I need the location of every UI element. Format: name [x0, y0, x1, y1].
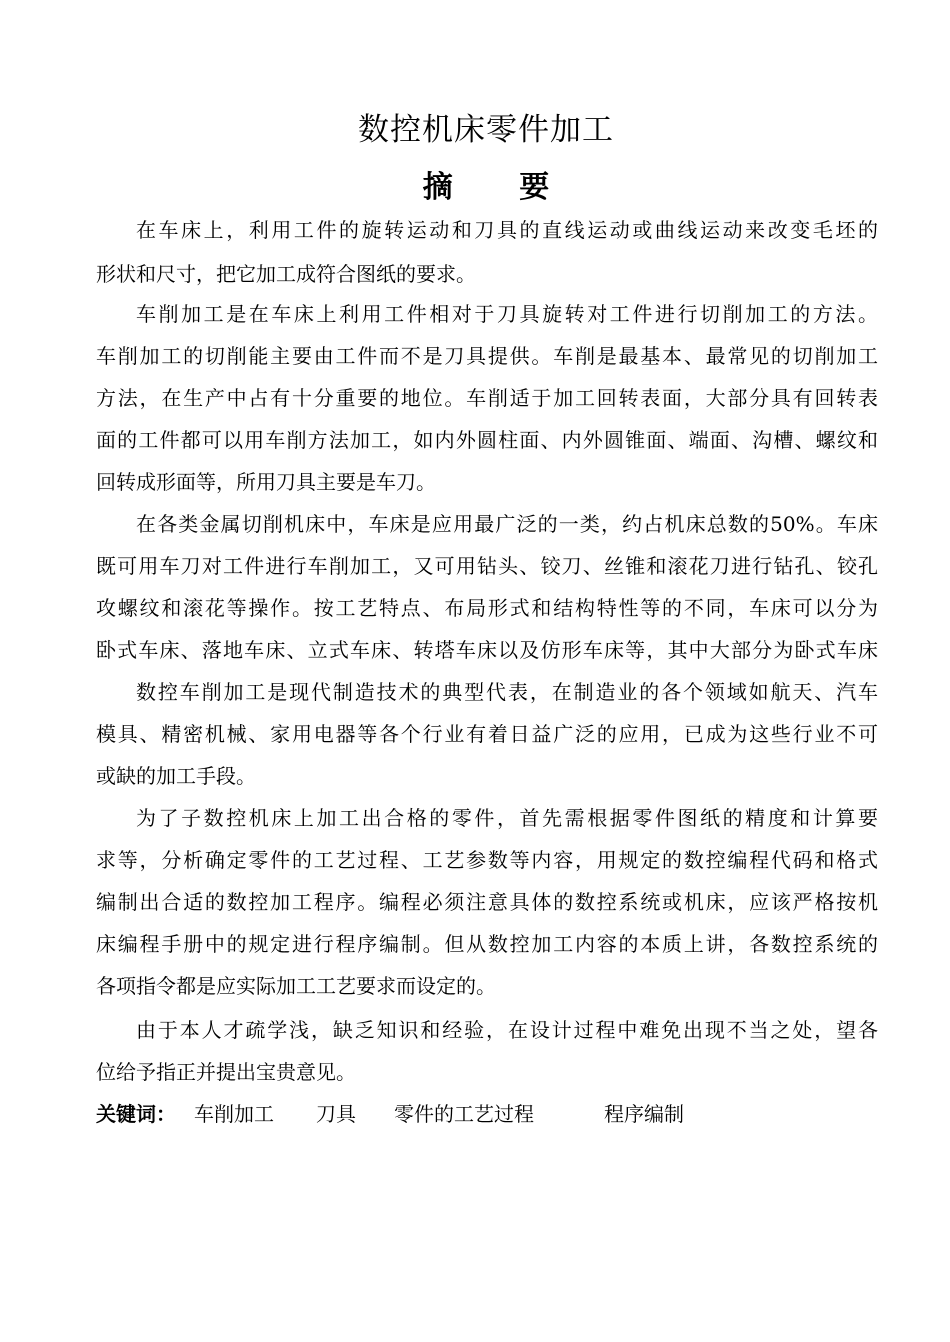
- paragraph-4-line-2: 模具、精密机械、家用电器等各个行业有着日益广泛的应用，已成为这些行业不可: [96, 722, 878, 746]
- paragraph-6-line-1: 由于本人才疏学浅，缺乏知识和经验，在设计过程中难免出现不当之处，望各: [136, 1018, 878, 1042]
- paragraph-2-line-1: 车削加工是在车床上利用工件相对于刀具旋转对工件进行切削加工的方法。: [136, 302, 878, 326]
- paragraph-2-line-5: 回转成形面等，所用刀具主要是车刀。: [96, 470, 436, 494]
- paragraph-5-line-3: 编制出合适的数控加工程序。编程必须注意具体的数控系统或机床，应该严格按机: [96, 890, 878, 914]
- keyword-item: 刀具: [316, 1102, 356, 1126]
- paragraph-5-line-5: 各项指令都是应实际加工工艺要求而设定的。: [96, 974, 496, 998]
- paragraph-4-line-3: 或缺的加工手段。: [96, 764, 256, 788]
- paragraph-3-line-1: 在各类金属切削机床中，车床是应用最广泛的一类，约占机床总数的50%。车床: [136, 512, 878, 536]
- keyword-item: 零件的工艺过程: [394, 1102, 534, 1126]
- paragraph-6-line-2: 位给予指正并提出宝贵意见。: [96, 1060, 356, 1084]
- paragraph-1-line-1: 在车床上，利用工件的旋转运动和刀具的直线运动或曲线运动来改变毛坯的: [136, 218, 878, 242]
- keyword-item: 程序编制: [604, 1102, 684, 1126]
- paragraph-5-line-4: 床编程手册中的规定进行程序编制。但从数控加工内容的本质上讲，各数控系统的: [96, 932, 878, 956]
- paragraph-3-line-2: 既可用车刀对工件进行车削加工，又可用钻头、铰刀、丝锥和滚花刀进行钻孔、铰孔: [96, 554, 878, 578]
- abstract-heading: 摘 要: [422, 170, 578, 205]
- paragraph-5-line-2: 求等，分析确定零件的工艺过程、工艺参数等内容，用规定的数控编程代码和格式: [96, 848, 878, 872]
- paragraph-3-line-3: 攻螺纹和滚花等操作。按工艺特点、布局形式和结构特性等的不同，车床可以分为: [96, 596, 878, 620]
- paragraph-5-line-1: 为了子数控机床上加工出合格的零件，首先需根据零件图纸的精度和计算要: [136, 806, 878, 830]
- keywords-label: 关键词：: [96, 1102, 176, 1126]
- paragraph-2-line-2: 车削加工的切削能主要由工件而不是刀具提供。车削是最基本、最常见的切削加工: [96, 344, 878, 368]
- paragraph-2-line-4: 面的工件都可以用车削方法加工，如内外圆柱面、内外圆锥面、端面、沟槽、螺纹和: [96, 428, 878, 452]
- paragraph-2-line-3: 方法，在生产中占有十分重要的地位。车削适于加工回转表面，大部分具有回转表: [96, 386, 878, 410]
- keyword-item: 车削加工: [194, 1102, 274, 1126]
- document-title: 数控机床零件加工: [358, 112, 614, 148]
- paragraph-1-line-2: 形状和尺寸，把它加工成符合图纸的要求。: [96, 262, 476, 286]
- paragraph-4-line-1: 数控车削加工是现代制造技术的典型代表，在制造业的各个领域如航天、汽车: [136, 680, 878, 704]
- paragraph-3-line-4: 卧式车床、落地车床、立式车床、转塔车床以及仿形车床等，其中大部分为卧式车床: [96, 638, 878, 662]
